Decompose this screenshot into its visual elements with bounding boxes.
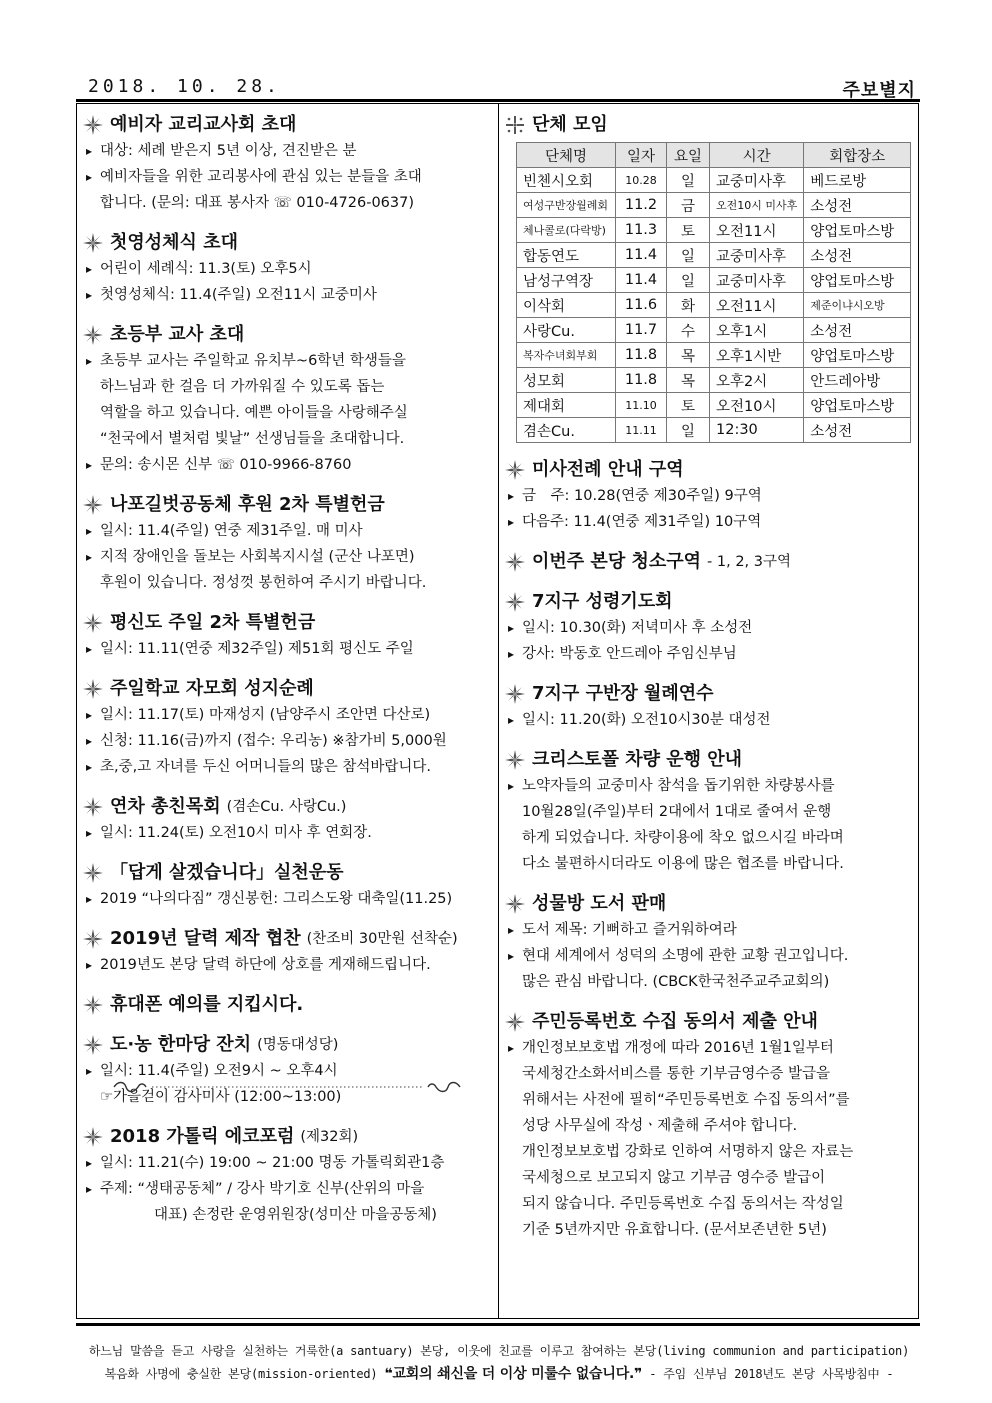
bullet-line: ▸ 일시: 11.4(주일) 연중 제31주일. 매 미사 — [82, 518, 492, 544]
flourish-star-icon — [82, 324, 104, 346]
group-name-cell: 사랑Cu. — [517, 318, 616, 343]
notice-section — [82, 610, 492, 662]
header-rule — [76, 99, 920, 102]
notice-section — [504, 681, 914, 733]
continuation-line: 개인정보보호법 강화로 인하여 서명하지 않은 자료는 — [522, 1144, 854, 1160]
bullet-line: ▸ 예비자들을 위한 교리봉사에 관심 있는 분들을 초대 — [82, 164, 492, 190]
day-cell: 금 — [667, 193, 710, 218]
section-subtitle: (찬조비 30만원 선착순) — [306, 931, 458, 947]
day-cell: 토 — [667, 393, 710, 418]
group-name-cell: 빈첸시오회 — [517, 168, 616, 193]
place-cell: 베드로방 — [804, 168, 911, 193]
flourish-star-icon — [82, 1126, 104, 1148]
group-meetings-title: 단체 모임 — [532, 114, 608, 135]
col-header-time: 시간 — [710, 143, 804, 168]
section-title-text: 미사전례 안내 구역 — [532, 459, 684, 480]
section-title-text: 나포길벗공동체 후원 2차 특별헌금 — [110, 494, 385, 515]
page-header — [84, 74, 920, 101]
table-row — [517, 218, 911, 243]
notice-section — [82, 926, 492, 978]
day-cell: 목 — [667, 368, 710, 393]
date-cell: 11.4 — [616, 268, 667, 293]
notice-section — [504, 589, 914, 667]
continuation-line: 위해서는 사전에 필히“주민등록번호 수집 동의서”를 — [522, 1092, 850, 1108]
bullet-line: ▸ 2019년도 본당 달력 하단에 상호를 게재해드립니다. — [82, 952, 492, 978]
section-title-text: 「답게 살겠습니다」실천운동 — [110, 862, 344, 883]
bullet-line: ▸ 일시: 11.20(화) 오전10시30분 대성전 — [504, 707, 914, 733]
section-title-text: 7지구 구반장 월례연수 — [532, 683, 714, 704]
flourish-star-icon — [504, 591, 526, 613]
section-title-text: 도·농 한마당 잔치 — [110, 1034, 252, 1055]
day-cell: 일 — [667, 268, 710, 293]
group-name-cell: 성모회 — [517, 368, 616, 393]
flourish-star-icon — [504, 893, 526, 915]
flourish-star-icon — [504, 459, 526, 481]
bullet-line: ▸ 일시: 11.21(수) 19:00 ~ 21:00 명동 가톨릭회관1층 — [82, 1150, 492, 1176]
time-cell: 오후1시반 — [710, 343, 804, 368]
group-name-cell: 겸손Cu. — [517, 418, 616, 443]
notice-section — [82, 322, 492, 478]
time-cell: 오전11시 — [710, 293, 804, 318]
section-title-text: 이번주 본당 청소구역 — [532, 551, 702, 572]
notice-section — [82, 1124, 492, 1228]
flourish-star-icon — [82, 612, 104, 634]
section-title — [82, 860, 492, 886]
section-title — [504, 589, 914, 615]
footer-mission-text: 복음화 사명에 충실한 본당(mission-oriented) — [104, 1367, 378, 1381]
section-subtitle: (겸손Cu. 사랑Cu.) — [226, 799, 347, 815]
group-name-cell: 합동연도 — [517, 243, 616, 268]
notice-section — [504, 1009, 914, 1243]
flourish-star-icon — [82, 678, 104, 700]
continuation-line: 많은 관심 바랍니다. (CBCK한국천주교주교회의) — [522, 974, 830, 990]
day-cell: 화 — [667, 293, 710, 318]
col-header-place: 회합장소 — [804, 143, 911, 168]
notice-section — [82, 1032, 492, 1110]
divider-ornament — [112, 1080, 462, 1094]
place-cell: 양업토마스방 — [804, 393, 911, 418]
date-cell: 11.10 — [616, 393, 667, 418]
bullet-line: ▸ 주제: “생태공동체” / 강사 박기호 신부(산위의 마을 — [82, 1176, 492, 1202]
left-column — [82, 112, 492, 1242]
date-cell: 11.2 — [616, 193, 667, 218]
bullet-line: ▸ 일시: 10.30(화) 저녁미사 후 소성전 — [504, 615, 914, 641]
section-title — [82, 676, 492, 702]
section-title-text: 휴대폰 예의를 지킵시다. — [110, 994, 304, 1015]
day-cell: 수 — [667, 318, 710, 343]
group-meetings-section — [504, 112, 914, 443]
group-name-cell: 남성구역장 — [517, 268, 616, 293]
group-meetings-table — [516, 142, 911, 443]
continuation-line: 하게 되었습니다. 차량이용에 착오 없으시길 바라며 — [522, 830, 844, 846]
flourish-star-icon — [82, 232, 104, 254]
table-row — [517, 318, 911, 343]
section-title — [504, 457, 914, 483]
table-row — [517, 268, 911, 293]
day-cell: 토 — [667, 218, 710, 243]
table-row — [517, 293, 911, 318]
flourish-star-icon — [82, 114, 104, 136]
continuation-line: 합니다. (문의: 대표 봉사자 ☏ 010-4726-0637) — [100, 195, 414, 211]
section-title-text: 2019년 달력 제작 협찬 — [110, 928, 301, 949]
footer-rule — [76, 1323, 920, 1326]
time-cell: 오전10시 — [710, 393, 804, 418]
bullet-line: ▸ 다음주: 11.4(연중 제31주일) 10구역 — [504, 509, 914, 535]
place-cell: 소성전 — [804, 243, 911, 268]
time-cell: 교중미사후 — [710, 168, 804, 193]
continuation-line: “천국에서 별처럼 빛날” 선생님들을 초대합니다. — [100, 431, 405, 447]
col-header-day: 요일 — [667, 143, 710, 168]
date-cell: 11.8 — [616, 368, 667, 393]
notice-section — [82, 992, 492, 1018]
bullet-line: ▸ 개인정보보호법 개정에 따라 2016년 1월1일부터 — [504, 1035, 914, 1061]
notice-section — [504, 457, 914, 535]
date-cell: 11.6 — [616, 293, 667, 318]
bullet-line: ▸ 초등부 교사는 주일학교 유치부~6학년 학생들을 — [82, 348, 492, 374]
col-header-name: 단체명 — [517, 143, 616, 168]
table-row — [517, 343, 911, 368]
bullet-line: ▸ 어린이 세례식: 11.3(토) 오후5시 — [82, 256, 492, 282]
section-title-text: 7지구 성령기도회 — [532, 591, 673, 612]
flourish-star-icon — [504, 551, 526, 573]
date-cell: 11.7 — [616, 318, 667, 343]
section-title — [504, 112, 914, 138]
section-title-text: 연차 총친목회 — [110, 796, 221, 817]
right-column — [504, 112, 914, 1257]
section-title — [82, 230, 492, 256]
day-cell: 일 — [667, 243, 710, 268]
time-cell: 오후2시 — [710, 368, 804, 393]
bullet-line: ▸ 도서 제목: 기뻐하고 즐거워하여라 — [504, 917, 914, 943]
bullet-line: ▸ 2019 “나의다짐” 갱신봉헌: 그리스도왕 대축일(11.25) — [82, 886, 492, 912]
time-cell: 오후1시 — [710, 318, 804, 343]
section-title-text: 성물방 도서 판매 — [532, 893, 667, 914]
continuation-line: 성당 사무실에 작성ㆍ제출해 주셔야 합니다. — [522, 1118, 798, 1134]
notice-section — [504, 747, 914, 877]
section-title-text: 예비자 교리교사회 초대 — [110, 114, 297, 135]
section-title — [504, 681, 914, 707]
place-cell: 안드레아방 — [804, 368, 911, 393]
bullet-line: ▸ 지적 장애인을 돌보는 사회복지시설 (군산 나포면) — [82, 544, 492, 570]
date-cell: 11.3 — [616, 218, 667, 243]
group-name-cell: 체나콜로(다락방) — [517, 218, 616, 243]
continuation-line: 10월28일(주일)부터 2대에서 1대로 줄여서 운행 — [522, 804, 832, 820]
flourish-star-icon — [82, 928, 104, 950]
bullet-line: ▸ 강사: 박동호 안드레아 주임신부님 — [504, 641, 914, 667]
flourish-star-icon — [82, 796, 104, 818]
table-row — [517, 168, 911, 193]
notice-section — [82, 112, 492, 216]
continuation-line: ☞가을걷이 감사미사 (12:00~13:00) — [100, 1089, 342, 1105]
group-name-cell: 복자수녀회부회 — [517, 343, 616, 368]
cross-star-icon — [504, 114, 526, 136]
notice-section — [504, 549, 914, 575]
flourish-star-icon — [82, 1034, 104, 1056]
place-cell: 양업토마스방 — [804, 343, 911, 368]
continuation-line: 국세청으로 보고되지 않고 기부금 영수증 발급이 — [522, 1170, 826, 1186]
place-cell: 양업토마스방 — [804, 218, 911, 243]
section-title-text: 평신도 주일 2차 특별헌금 — [110, 612, 316, 633]
footer-motto-line2 — [76, 1363, 922, 1383]
bullet-line: ▸ 대상: 세례 받은지 5년 이상, 견진받은 분 — [82, 138, 492, 164]
notice-section — [82, 860, 492, 912]
footer-quote: ❝교회의 쇄신을 더 이상 미룰수 없습니다.❞ — [384, 1366, 643, 1382]
group-name-cell: 여성구반장월례회 — [517, 193, 616, 218]
continuation-line: 하느님과 한 걸음 더 가까워질 수 있도록 돕는 — [100, 379, 385, 395]
col-header-date: 일자 — [616, 143, 667, 168]
date-cell: 11.11 — [616, 418, 667, 443]
table-header-row — [517, 143, 911, 168]
section-title-text: 주민등록번호 수집 동의서 제출 안내 — [532, 1011, 818, 1032]
section-title — [82, 492, 492, 518]
flourish-star-icon — [504, 749, 526, 771]
section-title — [504, 891, 914, 917]
section-title — [82, 1032, 492, 1058]
section-subtitle: (명동대성당) — [257, 1037, 339, 1053]
section-title-text: 크리스토폴 차량 운행 안내 — [532, 749, 743, 770]
section-subtitle: - 1, 2, 3구역 — [707, 554, 791, 570]
time-cell: 오전11시 — [710, 218, 804, 243]
footer-attribution: - 주임 신부님 2018년도 본당 사목방침中 - — [649, 1367, 894, 1381]
continuation-line: 역할을 하고 있습니다. 예쁜 아이들을 사랑해주실 — [100, 405, 408, 421]
flourish-star-icon — [504, 1011, 526, 1033]
flourish-star-icon — [82, 994, 104, 1016]
section-title-text: 2018 가톨릭 에코포럼 — [110, 1126, 295, 1147]
section-title-text: 주일학교 자모회 성지순례 — [110, 678, 314, 699]
section-title-text: 첫영성체식 초대 — [110, 232, 238, 253]
group-name-cell: 제대회 — [517, 393, 616, 418]
place-cell: 양업토마스방 — [804, 268, 911, 293]
bullet-line: ▸ 일시: 11.4(주일) 오전9시 ~ 오후4시 — [82, 1058, 492, 1084]
table-row — [517, 393, 911, 418]
bullet-line: ▸ 일시: 11.11(연중 제32주일) 제51회 평신도 주일 — [82, 636, 492, 662]
bullet-line: ▸ 일시: 11.17(토) 마재성지 (남양주시 조안면 다산로) — [82, 702, 492, 728]
table-row — [517, 193, 911, 218]
section-title — [82, 992, 492, 1018]
bullet-line: ▸ 신청: 11.16(금)까지 (접수: 우리농) ※참가비 5,000원 — [82, 728, 492, 754]
time-cell: 교중미사후 — [710, 268, 804, 293]
continuation-line: 국세청간소화서비스를 통한 기부금영수증 발급을 — [522, 1066, 830, 1082]
continuation-line: 대표) 손정란 운영위원장(성미산 마을공동체) — [154, 1207, 437, 1223]
section-title — [82, 322, 492, 348]
section-title — [82, 112, 492, 138]
section-title — [82, 794, 492, 820]
day-cell: 목 — [667, 343, 710, 368]
time-cell: 12:30 — [710, 418, 804, 443]
section-title — [82, 610, 492, 636]
flourish-star-icon — [82, 862, 104, 884]
table-row — [517, 368, 911, 393]
notice-section — [82, 492, 492, 596]
column-divider — [498, 103, 499, 1319]
bullet-line: ▸ 첫영성체식: 11.4(주일) 오전11시 교중미사 — [82, 282, 492, 308]
date-cell: 11.4 — [616, 243, 667, 268]
time-cell: 교중미사후 — [710, 243, 804, 268]
flourish-star-icon — [82, 494, 104, 516]
flourish-star-icon — [504, 683, 526, 705]
bulletin-date: 2018. 10. 28. — [88, 76, 281, 97]
bullet-line: ▸ 금 주: 10.28(연중 제30주일) 9구역 — [504, 483, 914, 509]
place-cell: 소성전 — [804, 418, 911, 443]
bullet-line: ▸ 일시: 11.24(토) 오전10시 미사 후 연회장. — [82, 820, 492, 846]
place-cell: 소성전 — [804, 193, 911, 218]
bulletin-title: 주보별지 — [842, 80, 916, 101]
section-title-text: 초등부 교사 초대 — [110, 324, 245, 345]
bullet-line: ▸ 노약자들의 교중미사 참석을 돕기위한 차량봉사를 — [504, 773, 914, 799]
footer-motto-line1: 하느님 말씀을 듣고 사랑을 실천하는 거룩한(a santuary) 본당, 이웃에 친교를 이루고 참여하는 본당(living communion and participation) — [88, 1344, 910, 1358]
notice-section — [82, 794, 492, 846]
notice-section — [82, 676, 492, 780]
place-cell: 제준이냐시오방 — [804, 293, 911, 318]
date-cell: 11.8 — [616, 343, 667, 368]
table-row — [517, 418, 911, 443]
section-title — [82, 1124, 492, 1150]
table-row — [517, 243, 911, 268]
section-title — [504, 549, 914, 575]
section-subtitle: (제32회) — [300, 1129, 359, 1145]
day-cell: 일 — [667, 418, 710, 443]
time-cell: 오전10시 미사후 — [710, 193, 804, 218]
continuation-line: 되지 않습니다. 주민등록번호 수집 동의서는 작성일 — [522, 1196, 844, 1212]
bullet-line: ▸ 초,중,고 자녀를 두신 어머니들의 많은 참석바랍니다. — [82, 754, 492, 780]
day-cell: 일 — [667, 168, 710, 193]
place-cell: 소성전 — [804, 318, 911, 343]
bullet-line: ▸ 문의: 송시몬 신부 ☏ 010-9966-8760 — [82, 452, 492, 478]
continuation-line: 기준 5년까지만 유효합니다. (문서보존년한 5년) — [522, 1222, 827, 1238]
bullet-line: ▸ 현대 세계에서 성덕의 소명에 관한 교황 권고입니다. — [504, 943, 914, 969]
notice-section — [82, 230, 492, 308]
notice-section — [504, 891, 914, 995]
continuation-line: 다소 불편하시더라도 이용에 많은 협조를 바랍니다. — [522, 856, 844, 872]
continuation-line: 후원이 있습니다. 정성껏 봉헌하여 주시기 바랍니다. — [100, 575, 427, 591]
section-title — [504, 1009, 914, 1035]
date-cell: 10.28 — [616, 168, 667, 193]
group-name-cell: 이삭회 — [517, 293, 616, 318]
section-title — [504, 747, 914, 773]
section-title — [82, 926, 492, 952]
